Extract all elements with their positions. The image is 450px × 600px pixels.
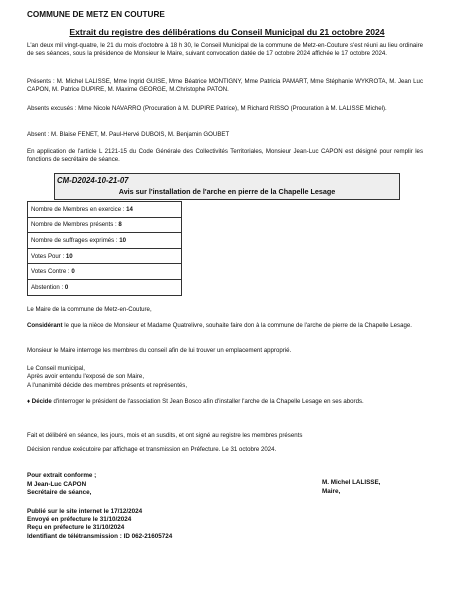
signature-line: M Jean-Luc CAPON — [27, 480, 87, 488]
excuses-paragraph: Absents excusés : Mme Nicole NAVARRO (Procuration à M. DUPIRE Patrice), M Richard RISSO (Procuration à M. LALISSE Michel). — [27, 105, 387, 112]
vote-cell — [28, 217, 182, 233]
application-paragraph: En application de l'article L 2121-15 du Code Générale des Collectivités Territoriales, Monsieur Jean-Luc CAPON est désigné pour remplir les fonctions de secrétaire de séance. — [27, 148, 423, 164]
signature-maire — [322, 479, 380, 496]
deliberation-subject: Avis sur l'installation de l'arche en pierre de la Chapelle Lesage — [118, 187, 336, 196]
vote-value: 10 — [119, 236, 127, 244]
deliberation-box — [54, 173, 400, 200]
signature-line: M. Michel LALISSE, — [322, 479, 381, 486]
decision-paragraph — [27, 398, 423, 406]
vote-cell — [28, 248, 182, 264]
votes-table — [27, 201, 182, 296]
vote-value: 8 — [118, 221, 122, 229]
decision-text: d'interroger le président de l'association St Jean Bosco afin d'installer l'arche de la Chapelle Lesage en ses abords. — [51, 398, 364, 405]
vote-value: 0 — [71, 268, 75, 276]
presents-paragraph: Présents : M. Michel LALISSE, Mme Ingrid GUISE, Mme Béatrice MONTIGNY, Mme Patricia PAMART, Mme Stéphanie WYKROTA, M. Jean Luc CAPON, M. Patrice DUPIRE, M. Maxime GEORGE, M.Christophe PATON. — [27, 78, 423, 94]
vote-cell — [28, 264, 182, 280]
conseil-line: Le Conseil municipal, — [27, 365, 85, 372]
document-title: Extrait du registre des délibérations du Conseil Municipal du 21 octobre 2024 — [69, 27, 385, 37]
vote-value: 0 — [64, 283, 69, 291]
vote-cell — [28, 279, 182, 295]
vote-row — [28, 279, 182, 295]
publication-line: Publié sur le site internet le 17/12/2024 — [27, 508, 143, 515]
executoire-paragraph: Décision rendue exécutoire par affichage et transmission en Préfecture. Le 31 octobre 2024. — [27, 446, 277, 453]
publication-block — [27, 508, 172, 541]
signature-line: Pour extrait conforme ; — [27, 472, 97, 479]
interroge-paragraph: Monsieur le Maire interroge les membres du conseil afin de lui trouver un emplacement approprié. — [27, 347, 292, 354]
vote-cell — [28, 202, 182, 218]
vote-label: Votes Contre : — [31, 268, 72, 276]
vote-label: Nombre de suffrages exprimés : — [31, 236, 120, 244]
maire-intro: Le Maire de la commune de Metz-en-Couture, — [27, 306, 152, 313]
vote-row — [28, 217, 182, 233]
vote-label: Nombre de Membres présents : — [31, 221, 119, 229]
signature-line: Secrétaire de séance, — [27, 489, 92, 497]
fait-paragraph: Fait et délibéré en séance, les jours, mois et an susdits, et ont signé au registre les membres présents — [27, 432, 303, 439]
considerant-paragraph — [27, 322, 423, 330]
commune-name: COMMUNE DE METZ EN COUTURE — [27, 10, 165, 19]
deliberation-reference: CM-D2024-10-21-07 — [57, 176, 129, 185]
vote-label: Nombre de Membres en exercice : — [31, 205, 127, 213]
publication-line: Reçu en préfecture le 31/10/2024 — [27, 524, 125, 532]
considerant-keyword: Considérant — [27, 322, 63, 329]
vote-row — [28, 202, 182, 218]
vote-value: 10 — [65, 252, 73, 260]
considerant-text: le que la nièce de Monsieur et Madame Quatrelivre, souhaite faire don à la commune de l'arche de pierre de la Chapelle Lesage. — [62, 322, 412, 329]
absents-paragraph: Absent : M. Blaise FENET, M. Paul-Hervé DUBOIS, M. Benjamin GOUBET — [27, 131, 230, 138]
signature-line: Maire, — [322, 487, 341, 495]
vote-label: Abstention : — [31, 283, 65, 291]
conseil-line: Après avoir entendu l'exposé de son Maire, — [27, 373, 145, 381]
publication-line: Identifiant de télétransmission : ID 062-21605724 — [27, 532, 173, 540]
conseil-block — [27, 365, 423, 390]
vote-cell — [28, 233, 182, 249]
intro-paragraph: L'an deux mil vingt-quatre, le 21 du mois d'octobre à 18 h 30, le Conseil Municipal de la commune de Metz-en-Couture s'est réuni au lieu ordinaire de ses séances, sous la présidence de Monsieur le Maire, suivant convocation datée de 17 octobre 2024 affichée le 17 octobre 2024. — [27, 42, 423, 58]
vote-label: Votes Pour : — [31, 252, 66, 260]
vote-value: 14 — [126, 205, 133, 213]
publication-line: Envoyé en préfecture le 31/10/2024 — [27, 516, 132, 524]
conseil-line: A l'unanimité décide des membres présents et représentés, — [27, 381, 188, 389]
diamond-bullet-icon: ♦ — [27, 398, 31, 405]
signature-secretaire — [27, 472, 96, 498]
vote-row — [28, 264, 182, 280]
vote-row — [28, 233, 182, 249]
vote-row — [28, 248, 182, 264]
decision-keyword: Décide — [30, 398, 52, 405]
